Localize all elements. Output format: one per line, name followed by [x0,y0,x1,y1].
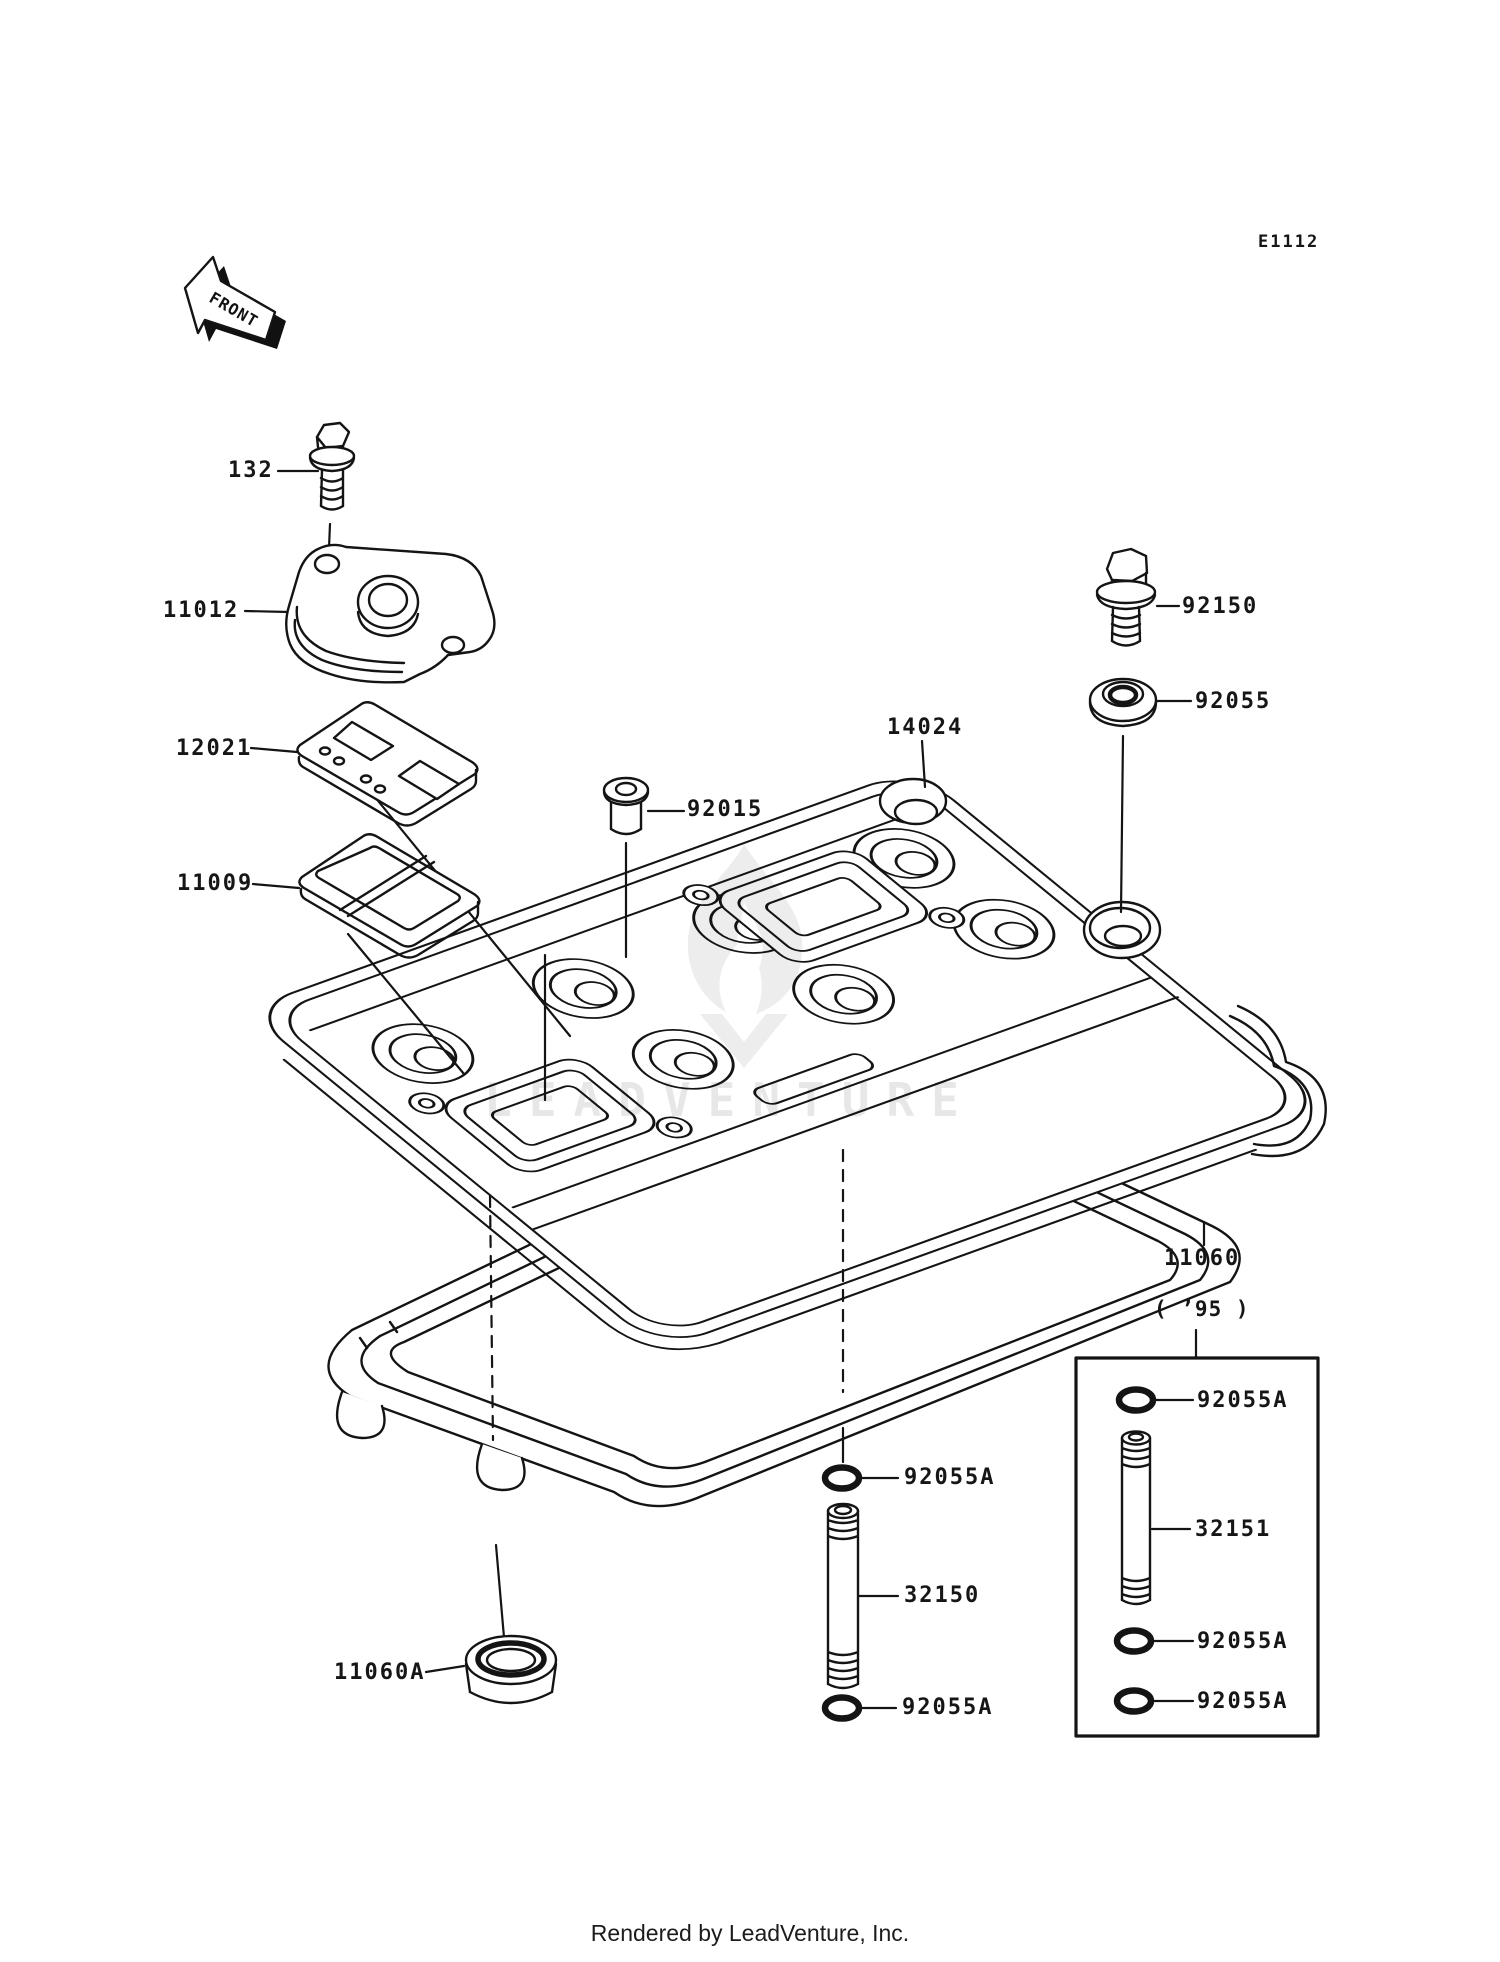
part-label-14024: 14024 [887,715,964,740]
part-label-11060: 11060 [1164,1246,1241,1271]
box-95-group [1076,1358,1318,1736]
box-95-outline [1076,1358,1318,1736]
oring-92055A-box-2-drawing [1117,1631,1151,1652]
watermark-text: LEADVENTURE [484,1073,976,1127]
part-label-92150: 92150 [1182,594,1259,619]
part-label-92055A-box-3: 92055A [1197,1689,1289,1714]
stud-32150-drawing [828,1504,858,1688]
diagram-code: E1112 [1258,232,1320,252]
front-arrow-label: FRONT [206,288,262,332]
part-label-132: 132 [228,458,274,483]
part-label-92015: 92015 [687,797,764,822]
breather-plate-12021-drawing [297,702,477,825]
bolt-92150-drawing [1097,549,1155,646]
oring-92055A-box-1-drawing [1119,1390,1153,1411]
part-label-92055A-mid-bottom: 92055A [902,1695,994,1720]
washer-92055-drawing [1090,679,1156,726]
bolt-132-drawing [310,423,354,510]
part-label-12021: 12021 [176,736,253,761]
part-label-92055A-box-2: 92055A [1197,1629,1289,1654]
part-label-32151: 32151 [1195,1517,1272,1542]
part-label-92055A-mid-top: 92055A [904,1465,996,1490]
part-label-11060A: 11060A [334,1660,426,1685]
grommet-92015-drawing [604,778,648,834]
stud-32151-drawing [1122,1432,1150,1605]
seal-11060A-drawing [466,1636,556,1703]
part-label-11009: 11009 [177,871,254,896]
oring-92055A-mid-bottom-drawing [825,1698,859,1719]
part-label-11012: 11012 [163,598,240,623]
year-95-note: ( ’95 ) [1154,1297,1250,1321]
oring-92055A-box-3-drawing [1117,1691,1151,1712]
oring-92055A-mid-top-drawing [825,1468,859,1489]
breather-cover-11012-drawing [286,545,494,682]
part-label-32150: 32150 [904,1583,981,1608]
front-direction-arrow [185,257,286,349]
part-label-92055: 92055 [1195,689,1272,714]
rendered-by-credit: Rendered by LeadVenture, Inc. [590,1920,910,1946]
part-label-92055A-box-1: 92055A [1197,1388,1289,1413]
